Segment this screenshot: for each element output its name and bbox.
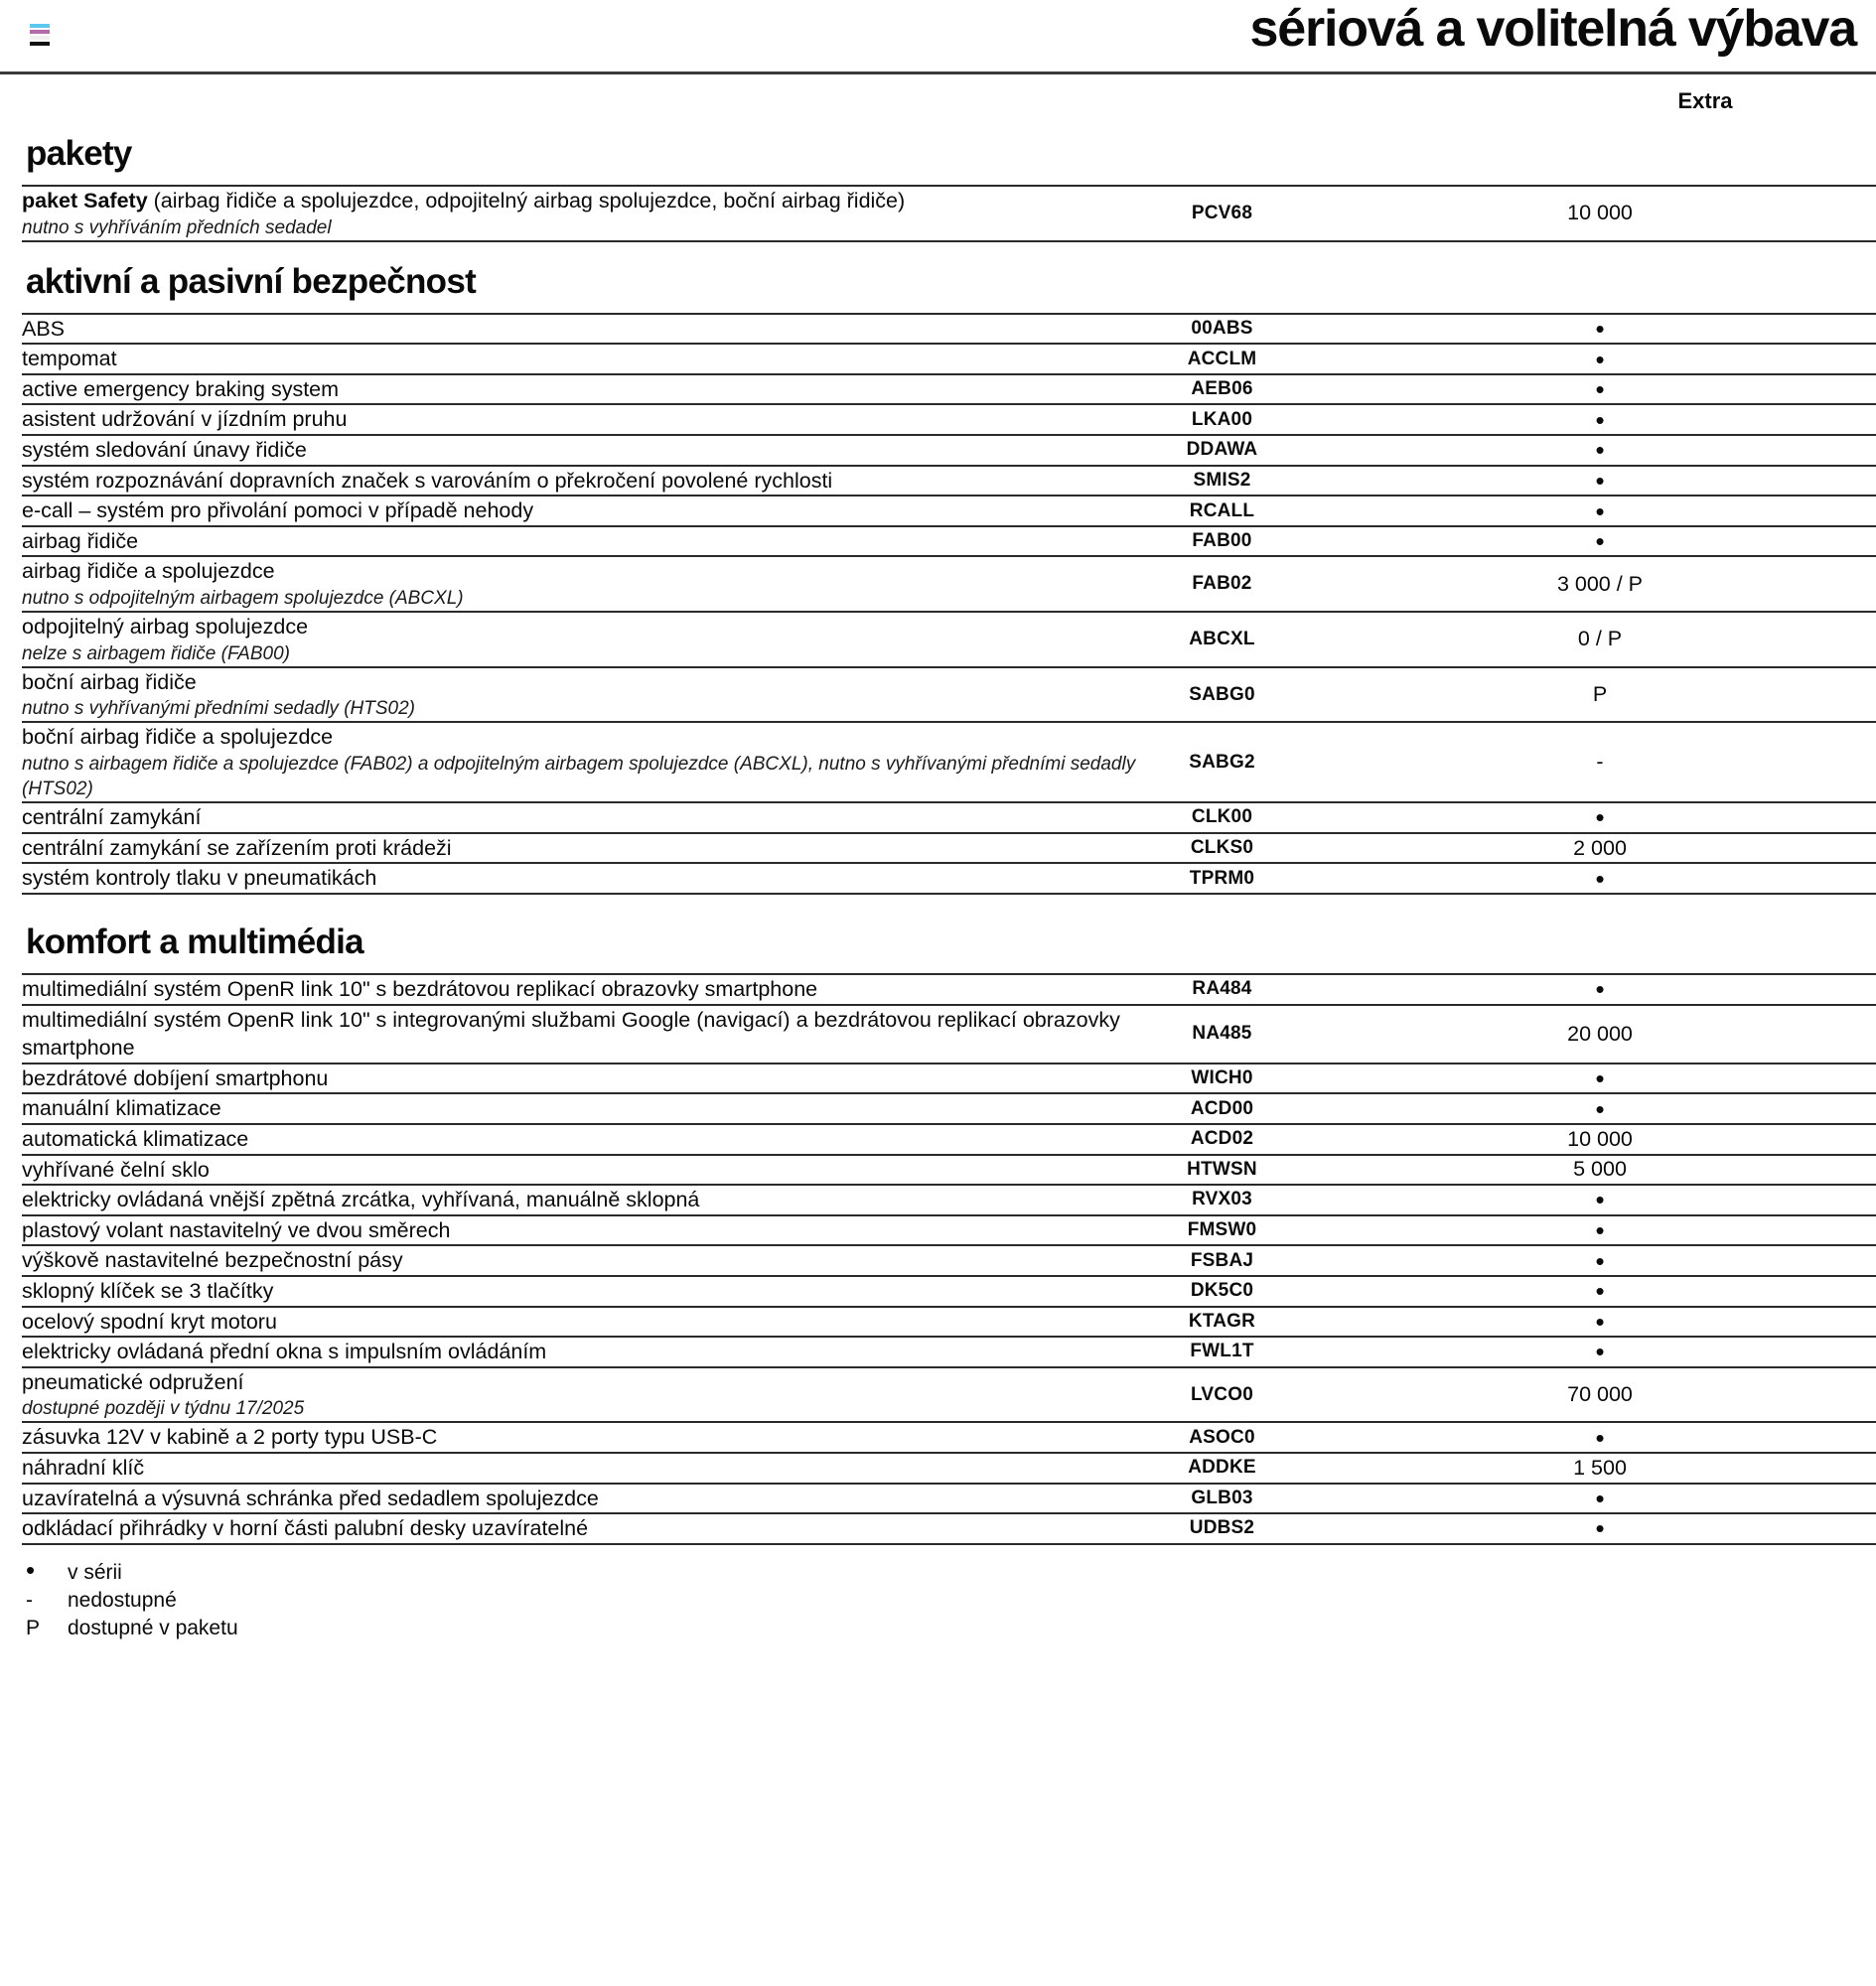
feature-code: PCV68 bbox=[1191, 202, 1253, 223]
legend-symbol: • bbox=[26, 1554, 36, 1585]
feature-code: DK5C0 bbox=[1190, 1280, 1254, 1302]
feature-code: SABG2 bbox=[1189, 751, 1255, 773]
table-row bbox=[22, 802, 1876, 833]
feature-name: airbag řidiče a spolujezdce bbox=[22, 559, 275, 584]
feature-code: UDBS2 bbox=[1189, 1517, 1255, 1539]
feature-name-cell bbox=[22, 1215, 1142, 1246]
feature-name-cell bbox=[22, 612, 1142, 667]
feature-name: systém sledování únavy řidiče bbox=[22, 438, 307, 463]
table-row bbox=[22, 466, 1876, 496]
feature-name-cell bbox=[22, 1093, 1142, 1124]
table-row bbox=[22, 526, 1876, 557]
content-wrap bbox=[0, 74, 1876, 1642]
feature-name-cell bbox=[22, 1155, 1142, 1186]
table-row bbox=[22, 1337, 1876, 1367]
feature-name: e-call – systém pro přivolání pomoci v případě nehody bbox=[22, 498, 534, 523]
table-row bbox=[22, 404, 1876, 435]
feature-extra: • bbox=[1595, 1422, 1605, 1453]
feature-code: FSBAJ bbox=[1190, 1249, 1254, 1271]
feature-name: systém kontroly tlaku v pneumatikách bbox=[22, 866, 377, 891]
table-row bbox=[22, 1307, 1876, 1338]
feature-name: centrální zamykání bbox=[22, 805, 202, 830]
stacked-bars-icon bbox=[30, 24, 50, 46]
table-row bbox=[22, 374, 1876, 405]
feature-name: boční airbag řidiče a spolujezdce bbox=[22, 725, 334, 750]
feature-extra: 70 000 bbox=[1567, 1382, 1633, 1407]
feature-extra: 10 000 bbox=[1567, 201, 1633, 225]
feature-name-cell bbox=[22, 374, 1142, 405]
table-row bbox=[22, 496, 1876, 526]
feature-name: výškově nastavitelné bezpečnostní pásy bbox=[22, 1248, 403, 1273]
feature-name: boční airbag řidiče bbox=[22, 669, 197, 694]
table-row bbox=[22, 612, 1876, 667]
table-row bbox=[22, 1422, 1876, 1453]
feature-code: ACCLM bbox=[1187, 348, 1257, 369]
section-title-pakety: pakety bbox=[26, 134, 132, 173]
feature-extra: • bbox=[1595, 1185, 1605, 1215]
feature-name-cell bbox=[22, 556, 1142, 612]
feature-name-cell bbox=[22, 1337, 1142, 1367]
feature-extra: 20 000 bbox=[1567, 1021, 1633, 1046]
spec-body-komfort bbox=[22, 974, 1876, 1544]
table-row bbox=[22, 1367, 1876, 1423]
spec-body-pakety bbox=[22, 186, 1876, 241]
feature-code: ASOC0 bbox=[1189, 1426, 1255, 1448]
feature-extra: • bbox=[1595, 435, 1605, 466]
feature-name-cell bbox=[22, 314, 1142, 345]
feature-name: sklopný klíček se 3 tlačítky bbox=[22, 1278, 274, 1303]
feature-note: nutno s airbagem řidiče a spolujezdce (FAB02) a odpojitelným airbagem spolujezdce (ABCXL), nutno s vyhřívanými předními sedadly (HTS02) bbox=[22, 754, 1136, 800]
feature-name: asistent udržování v jízdním pruhu bbox=[22, 407, 348, 432]
feature-name: plastový volant nastavitelný ve dvou směrech bbox=[22, 1217, 451, 1242]
table-row bbox=[22, 1453, 1876, 1484]
table-row bbox=[22, 556, 1876, 612]
feature-name-cell bbox=[22, 404, 1142, 435]
feature-note: dostupné později v týdnu 17/2025 bbox=[22, 1398, 305, 1420]
feature-code: CLKS0 bbox=[1190, 837, 1254, 859]
feature-code: 00ABS bbox=[1191, 317, 1253, 339]
feature-extra: • bbox=[1595, 496, 1605, 526]
feature-code: KTAGR bbox=[1188, 1310, 1256, 1332]
feature-name-rest: (airbag řidiče a spolujezdce, odpojitelný airbag spolujezdce, boční airbag řidiče) bbox=[147, 189, 906, 213]
table-row bbox=[22, 344, 1876, 374]
feature-name: systém rozpoznávání dopravních značek s varováním o překročení povolené rychlosti bbox=[22, 468, 833, 493]
feature-code: RCALL bbox=[1189, 499, 1255, 521]
feature-code: ACD00 bbox=[1190, 1097, 1254, 1119]
table-row bbox=[22, 1064, 1876, 1094]
feature-name-cell bbox=[22, 1276, 1142, 1307]
feature-name: odkládací přihrádky v horní části palubní desky uzavíratelné bbox=[22, 1516, 589, 1541]
legend-item bbox=[26, 1587, 1854, 1615]
feature-extra: 5 000 bbox=[1573, 1157, 1627, 1182]
feature-name: zásuvka 12V v kabině a 2 porty typu USB-C bbox=[22, 1425, 438, 1450]
feature-extra: • bbox=[1595, 863, 1605, 894]
feature-name: manuální klimatizace bbox=[22, 1096, 221, 1121]
feature-name-bold: paket Safety bbox=[22, 189, 148, 213]
feature-name: vyhřívané čelní sklo bbox=[22, 1157, 210, 1182]
feature-name-cell bbox=[22, 1422, 1142, 1453]
section-title-bezpecnost: aktivní a pasivní bezpečnost bbox=[26, 261, 477, 301]
feature-name: ABS bbox=[22, 316, 66, 341]
feature-code: NA485 bbox=[1192, 1023, 1252, 1045]
legend-label: v sérii bbox=[68, 1560, 122, 1584]
table-row bbox=[22, 863, 1876, 894]
legend-item bbox=[26, 1554, 1854, 1587]
feature-extra: • bbox=[1595, 1337, 1605, 1367]
feature-name-cell bbox=[22, 802, 1142, 833]
feature-note: nutno s vyhříváním předních sedadel bbox=[22, 216, 332, 238]
feature-note: nutno s vyhřívanými předními sedadly (HTS02) bbox=[22, 698, 415, 720]
legend-item bbox=[26, 1615, 1854, 1642]
feature-extra: • bbox=[1595, 1245, 1605, 1276]
table-row bbox=[22, 186, 1876, 241]
feature-extra: • bbox=[1595, 465, 1605, 496]
table-row bbox=[22, 1245, 1876, 1276]
feature-code: FMSW0 bbox=[1187, 1219, 1257, 1241]
feature-name: multimediální systém OpenR link 10" s bezdrátovou replikací obrazovky smartphone bbox=[22, 976, 818, 1001]
feature-extra: • bbox=[1595, 1483, 1605, 1513]
feature-name: bezdrátové dobíjení smartphonu bbox=[22, 1065, 329, 1090]
feature-extra: 2 000 bbox=[1573, 835, 1627, 860]
feature-code: GLB03 bbox=[1191, 1487, 1253, 1508]
feature-name-cell bbox=[22, 1513, 1142, 1544]
feature-code: LKA00 bbox=[1191, 408, 1253, 430]
feature-name: elektricky ovládaná přední okna s impulsním ovládáním bbox=[22, 1340, 547, 1364]
table-row bbox=[22, 314, 1876, 345]
feature-name: airbag řidiče bbox=[22, 528, 139, 553]
feature-name-cell bbox=[22, 435, 1142, 466]
feature-name-cell bbox=[22, 186, 1142, 241]
feature-extra: • bbox=[1595, 1513, 1605, 1544]
table-row bbox=[22, 833, 1876, 864]
feature-code: RA484 bbox=[1192, 978, 1252, 1000]
feature-name: uzavíratelná a výsuvná schránka před sedadlem spolujezdce bbox=[22, 1486, 599, 1510]
feature-extra: • bbox=[1595, 344, 1605, 374]
feature-name: ocelový spodní kryt motoru bbox=[22, 1309, 277, 1334]
table-row bbox=[22, 1276, 1876, 1307]
feature-code: SABG0 bbox=[1189, 683, 1255, 705]
feature-name-cell bbox=[22, 496, 1142, 526]
legend-label: dostupné v paketu bbox=[68, 1616, 238, 1639]
table-row bbox=[22, 974, 1876, 1005]
table-row bbox=[22, 1185, 1876, 1215]
feature-name: tempomat bbox=[22, 347, 117, 371]
feature-name-cell bbox=[22, 1005, 1142, 1064]
feature-name-cell bbox=[22, 667, 1142, 723]
feature-code: AEB06 bbox=[1191, 378, 1253, 400]
feature-extra: • bbox=[1595, 404, 1605, 435]
feature-code: ABCXL bbox=[1189, 628, 1255, 649]
feature-code: WICH0 bbox=[1191, 1067, 1253, 1089]
feature-extra: 1 500 bbox=[1573, 1455, 1627, 1480]
feature-extra: • bbox=[1595, 974, 1605, 1005]
feature-code: SMIS2 bbox=[1193, 469, 1251, 491]
feature-name: automatická klimatizace bbox=[22, 1126, 249, 1151]
table-row bbox=[22, 435, 1876, 466]
column-header-row bbox=[22, 74, 1854, 134]
feature-name-cell bbox=[22, 1124, 1142, 1155]
table-row bbox=[22, 1124, 1876, 1155]
page-header bbox=[0, 0, 1876, 71]
feature-name: elektricky ovládaná vnější zpětná zrcátka, vyhřívaná, manuálně sklopná bbox=[22, 1188, 700, 1212]
feature-extra: • bbox=[1595, 1306, 1605, 1337]
feature-code: RVX03 bbox=[1192, 1189, 1252, 1210]
feature-extra: - bbox=[1596, 750, 1604, 775]
feature-extra: • bbox=[1595, 1276, 1605, 1307]
feature-extra: 0 / P bbox=[1577, 627, 1623, 651]
feature-name-cell bbox=[22, 1185, 1142, 1215]
feature-code: DDAWA bbox=[1186, 439, 1258, 461]
feature-extra: • bbox=[1595, 374, 1605, 405]
feature-name: odpojitelný airbag spolujezdce bbox=[22, 615, 309, 639]
feature-name-cell bbox=[22, 722, 1142, 802]
feature-name: náhradní klíč bbox=[22, 1455, 145, 1480]
feature-extra: • bbox=[1595, 526, 1605, 557]
feature-extra: • bbox=[1595, 802, 1605, 833]
feature-extra: • bbox=[1595, 313, 1605, 344]
feature-name bbox=[22, 187, 1142, 215]
feature-code: ADDKE bbox=[1188, 1457, 1256, 1479]
table-row bbox=[22, 1215, 1876, 1246]
feature-extra: • bbox=[1595, 1064, 1605, 1094]
table-row bbox=[22, 1005, 1876, 1064]
feature-code: ACD02 bbox=[1190, 1128, 1254, 1150]
feature-extra: • bbox=[1595, 1093, 1605, 1124]
feature-code: FAB02 bbox=[1192, 573, 1252, 595]
feature-extra: 10 000 bbox=[1567, 1126, 1633, 1151]
feature-code: LVCO0 bbox=[1191, 1383, 1253, 1405]
feature-note: nutno s odpojitelným airbagem spolujezdce (ABCXL) bbox=[22, 588, 464, 610]
feature-name-cell bbox=[22, 1245, 1142, 1276]
feature-name-cell bbox=[22, 974, 1142, 1005]
table-row bbox=[22, 1093, 1876, 1124]
column-header-extra: Extra bbox=[1677, 88, 1733, 113]
legend-symbol: - bbox=[26, 1588, 33, 1612]
feature-name: pneumatické odpružení bbox=[22, 1369, 244, 1394]
feature-name-cell bbox=[22, 863, 1142, 894]
feature-code: TPRM0 bbox=[1189, 867, 1255, 889]
legend-label: nedostupné bbox=[68, 1588, 177, 1612]
feature-extra: 3 000 / P bbox=[1556, 571, 1644, 596]
legend-symbol: P bbox=[26, 1616, 41, 1639]
feature-name-cell bbox=[22, 1453, 1142, 1484]
feature-name: multimediální systém OpenR link 10" s integrovanými službami Google (navigací) a bezdrátovou replikací obrazovky smartphone bbox=[22, 1007, 1120, 1061]
section-title-komfort: komfort a multimédia bbox=[26, 922, 363, 961]
feature-code: HTWSN bbox=[1187, 1158, 1257, 1180]
table-row bbox=[22, 1155, 1876, 1186]
feature-code: CLK00 bbox=[1191, 806, 1253, 828]
feature-code: FAB00 bbox=[1192, 530, 1252, 552]
feature-name-cell bbox=[22, 833, 1142, 864]
table-row bbox=[22, 722, 1876, 802]
feature-name: active emergency braking system bbox=[22, 376, 340, 401]
spec-table-komfort bbox=[22, 973, 1876, 1545]
feature-name-cell bbox=[22, 466, 1142, 496]
feature-code: FWL1T bbox=[1190, 1341, 1254, 1362]
feature-extra: • bbox=[1595, 1215, 1605, 1246]
feature-name-cell bbox=[22, 1367, 1142, 1423]
table-row bbox=[22, 1484, 1876, 1514]
feature-name-cell bbox=[22, 526, 1142, 557]
feature-name-cell bbox=[22, 1484, 1142, 1514]
table-row bbox=[22, 1513, 1876, 1544]
spec-body-bezpecnost bbox=[22, 314, 1876, 894]
feature-name-cell bbox=[22, 1307, 1142, 1338]
feature-name-cell bbox=[22, 344, 1142, 374]
spec-table-bezpecnost bbox=[22, 313, 1876, 895]
feature-name: centrální zamykání se zařízením proti krádeži bbox=[22, 835, 452, 860]
table-row bbox=[22, 667, 1876, 723]
page-title: sériová a volitelná výbava bbox=[1249, 0, 1856, 58]
legend bbox=[22, 1554, 1854, 1642]
feature-extra: P bbox=[1592, 682, 1608, 707]
spec-table-pakety bbox=[22, 185, 1876, 242]
feature-note: nelze s airbagem řidiče (FAB00) bbox=[22, 642, 290, 664]
feature-name-cell bbox=[22, 1064, 1142, 1094]
